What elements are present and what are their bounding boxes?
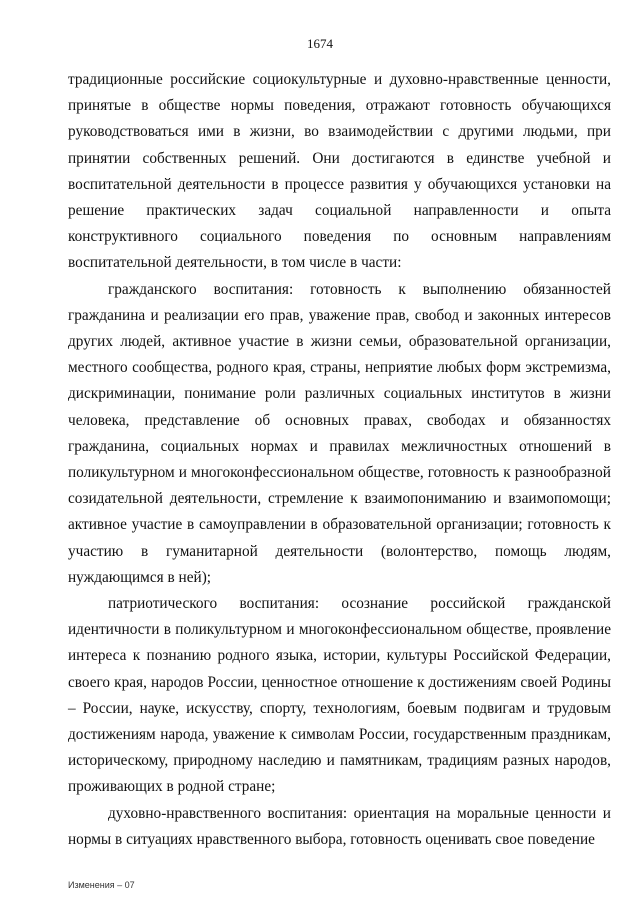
document-body <box>68 67 611 853</box>
paragraph-moral-education: духовно-нравственного воспитания: ориентация на моральные ценности и нормы в ситуациях нравственного выбора, готовность оценивать свое поведение <box>68 804 611 848</box>
paragraph-intro: традиционные российские социокультурные и духовно-нравственные ценности, принятые в обществе нормы поведения, отражают готовность обучающихся руководствоваться ими в жизни, во взаимодействии с другими людьми, при принятии собственных решений. Они достигаются в единстве учебной и воспитательной деятельности в процессе развития у обучающихся установки на решение практических задач социальной направленности и опыта конструктивного социального поведения по основным направлениям воспитательной деятельности, в том числе в части: <box>68 71 611 272</box>
page-number: 1674 <box>307 36 333 51</box>
paragraph-patriotic-education: патриотического воспитания: осознание российской гражданской идентичности в поликультурном и многоконфессиональном обществе, проявление интереса к познанию родного языка, истории, культуры Российской Федерации, своего края, народов России, ценностное отношение к достижениям своей Родины – России, науке, искусству, спорту, технологиям, боевым подвигам и трудовым достижениям народа, уважение к символам России, государственным праздникам, историческому, природному наследию и памятникам, традициям разных народов, проживающих в родной стране; <box>68 595 611 796</box>
footer-revision: Изменения – 07 <box>68 880 135 890</box>
paragraph-civic-education: гражданского воспитания: готовность к выполнению обязанностей гражданина и реализации его прав, уважение прав, свобод и законных интересов других людей, активное участие в жизни семьи, образовательной организации, местного сообщества, родного края, страны, неприятие любых форм экстремизма, дискриминации, понимание роли различных социальных институтов в жизни человека, представление об основных правах, свободах и обязанностях гражданина, социальных нормах и правилах межличностных отношений в поликультурном и многоконфессиональном обществе, готовность к разнообразной созидательной деятельности, стремление к взаимопониманию и взаимопомощи; активное участие в самоуправлении в образовательной организации; готовность к участию в гуманитарной деятельности (волонтерство, помощь людям, нуждающимся в ней); <box>68 280 611 586</box>
